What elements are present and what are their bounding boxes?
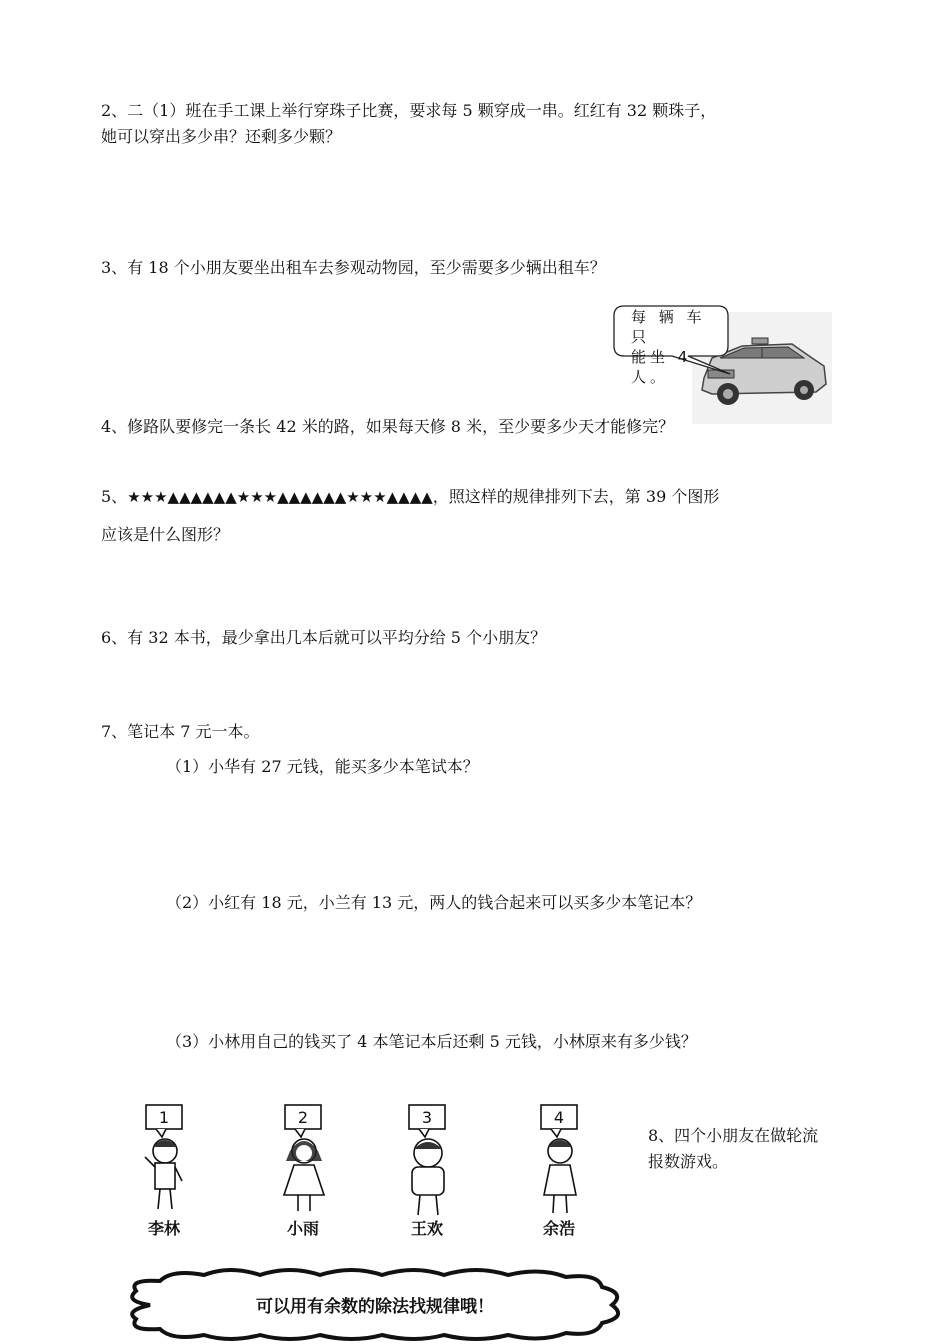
taxi-bubble-line-2: 能坐 4 人。 <box>631 348 692 386</box>
question-5-line-2: 应该是什么图形？ <box>101 525 230 544</box>
question-7-part-2: （2）小红有 18 元，小兰有 13 元，两人的钱合起来可以买多少本笔记本？ <box>166 893 702 912</box>
kid-figure <box>145 1105 182 1209</box>
question-7: 7、笔记本 7 元一本。 <box>101 722 260 741</box>
question-5-line-1 <box>101 484 719 510</box>
question-8-line-1: 8、四个小朋友在做轮流 <box>648 1126 819 1145</box>
question-2-line-1: 2、二（1）班在手工课上举行穿珠子比赛，要求每 5 颗穿成一串。红红有 32 颗珠子， <box>101 101 717 120</box>
taxi-bubble-line-1: 每 辆 车 只 <box>631 308 706 346</box>
question-6: 6、有 32 本书，最少拿出几本后就可以平均分给 5 个小朋友？ <box>101 628 547 647</box>
kid-name-2: 小雨 <box>286 1219 319 1238</box>
question-2-line-2: 她可以穿出多少串？还剩多少颗？ <box>101 127 342 146</box>
kid-name-3: 王欢 <box>410 1219 443 1238</box>
question-8 <box>648 1123 818 1175</box>
hint-cloud-text: 可以用有余数的除法找规律哦！ <box>256 1297 494 1317</box>
question-4: 4、修路队要修完一条长 42 米的路，如果每天修 8 米，至少要多少天才能修完？ <box>101 417 675 436</box>
kid-name-1: 李林 <box>147 1219 180 1238</box>
question-7-part-1: （1）小华有 27 元钱，能买多少本笔试本？ <box>166 757 479 776</box>
kid-name-4: 余浩 <box>542 1219 575 1238</box>
question-5-prefix: 5、 <box>101 487 128 506</box>
question-5-suffix: ，照这样的规律排列下去，第 39 个图形 <box>432 487 720 506</box>
svg-text:2: 2 <box>297 1108 309 1127</box>
svg-text:3: 3 <box>421 1108 433 1127</box>
question-8-line-2: 报数游戏。 <box>648 1152 729 1171</box>
question-3: 3、有 18 个小朋友要坐出租车去参观动物园，至少需要多少辆出租车？ <box>101 258 606 277</box>
taxi-bubble-text <box>631 307 731 387</box>
question-7-part-3: （3）小林用自己的钱买了 4 本笔记本后还剩 5 元钱，小林原来有多少钱？ <box>166 1032 697 1051</box>
kid-number-1: 1 <box>158 1108 170 1127</box>
kid-figure <box>284 1105 324 1211</box>
kid-figure <box>409 1105 445 1215</box>
kid-figure <box>541 1105 577 1213</box>
svg-text:4: 4 <box>553 1108 565 1127</box>
shape-sequence: ★★★▲▲▲▲▲▲★★★▲▲▲▲▲▲★★★▲▲▲▲ <box>127 488 433 506</box>
